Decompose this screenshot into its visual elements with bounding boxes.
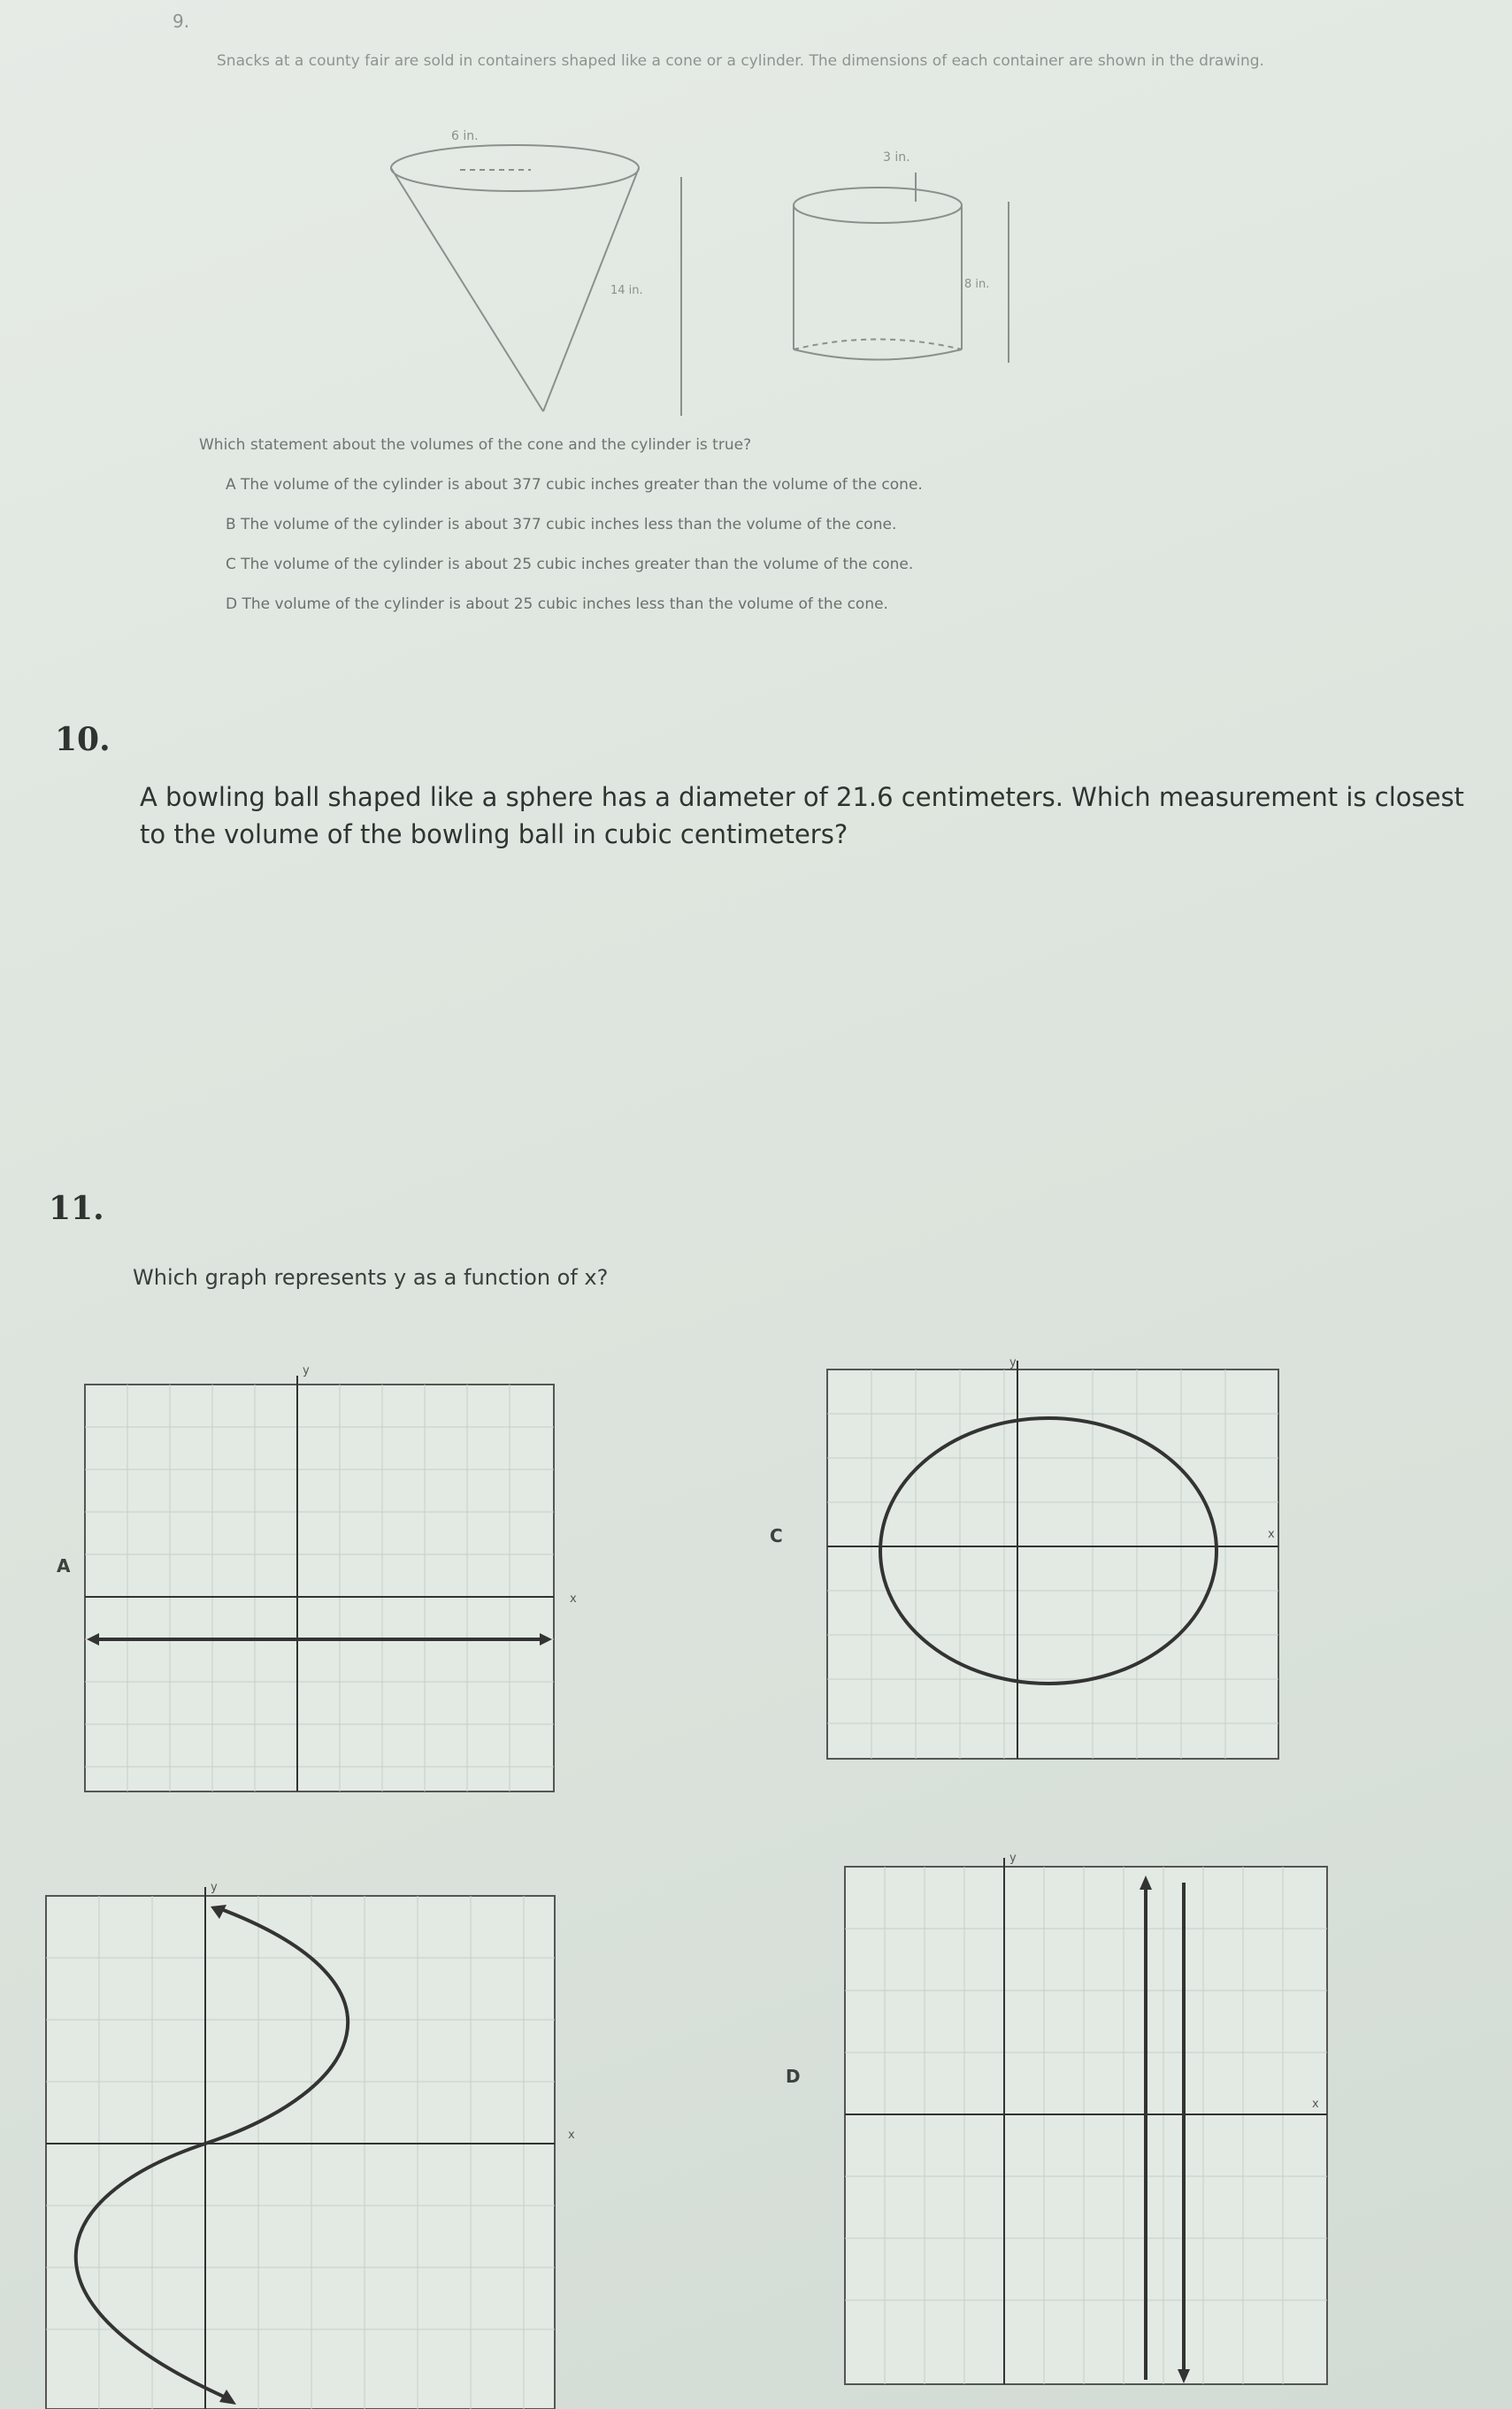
graph-b-x-label: x: [568, 2129, 575, 2142]
q9-stem: Snacks at a county fair are sold in containers shaped like a cone or a cylinder. The dimensions of each container are shown in the drawing.: [217, 52, 1264, 70]
graph-d[interactable]: [845, 1852, 1327, 2384]
cone-height-label: 14 in.: [610, 284, 643, 297]
q9-choice-c[interactable]: C The volume of the cylinder is about 25 cubic inches greater than the volume of the cone.: [226, 556, 914, 573]
graph-b-frame: [46, 1896, 555, 2409]
graph-b-y-label: y: [211, 1881, 218, 1894]
graph-c-x-label: x: [1268, 1528, 1275, 1541]
q9-question: Which statement about the volumes of the cone and the cylinder is true?: [199, 436, 752, 454]
q9-choice-a[interactable]: A The volume of the cylinder is about 377 cubic inches greater than the volume of the cone.: [226, 476, 923, 494]
option-a-letter[interactable]: A: [57, 1555, 71, 1577]
option-c-letter[interactable]: C: [770, 1525, 783, 1546]
q10-number: 10.: [55, 721, 111, 758]
cone-figure: [391, 145, 681, 416]
graph-b[interactable]: [46, 1881, 575, 2409]
graph-d-x-label: x: [1312, 2098, 1319, 2111]
cone-top-label: 6 in.: [451, 129, 479, 143]
graph-c-y-label: y: [1009, 1356, 1017, 1369]
graph-a-x-label: x: [570, 1592, 577, 1606]
graph-c[interactable]: [827, 1356, 1278, 1759]
q11-text: Which graph represents y as a function of x?: [133, 1265, 609, 1290]
option-d-letter[interactable]: D: [786, 2066, 801, 2087]
graph-d-y-label: y: [1009, 1852, 1017, 1865]
cylinder-figure: [794, 173, 1009, 363]
q9-number: 9.: [173, 11, 190, 32]
graph-c-frame: [827, 1369, 1278, 1759]
q10-text: A bowling ball shaped like a sphere has a diameter of 21.6 centimeters. Which measurement is closest to the volume of the bowling ball in cubic centimeters?: [140, 782, 1464, 849]
graph-a[interactable]: [85, 1364, 577, 1791]
cyl-height-label: 8 in.: [964, 278, 990, 291]
graph-d-frame: [845, 1867, 1327, 2384]
q9-choice-d[interactable]: D The volume of the cylinder is about 25 cubic inches less than the volume of the cone.: [226, 595, 888, 613]
q9-choice-b[interactable]: B The volume of the cylinder is about 377 cubic inches less than the volume of the cone.: [226, 516, 897, 533]
q11-number: 11.: [49, 1190, 104, 1227]
cyl-top-label: 3 in.: [883, 150, 910, 165]
graph-a-frame: [85, 1385, 554, 1791]
q9-figure: [0, 0, 1512, 442]
graph-a-y-label: y: [303, 1364, 310, 1377]
